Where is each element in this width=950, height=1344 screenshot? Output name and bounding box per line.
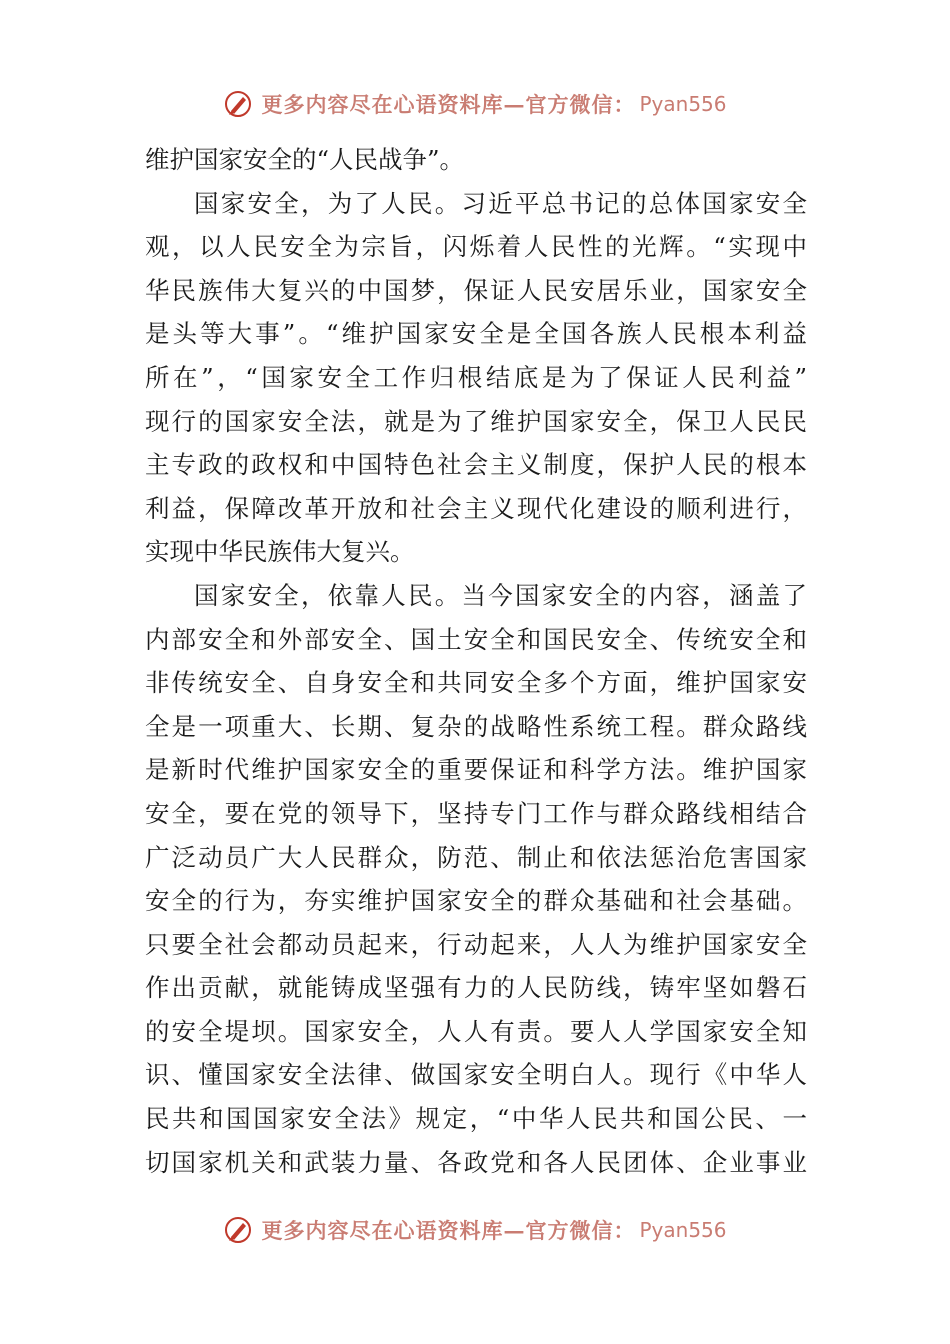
text-line: 作出贡献，就能铸成坚强有力的人民防线，铸牢坚如磐石 xyxy=(145,973,807,1003)
text-line: 利益，保障改革开放和社会主义现代化建设的顺利进行， xyxy=(145,493,807,523)
paragraph-start-line: 国家安全，为了人民。习近平总书记的总体国家安全 xyxy=(194,188,807,218)
document-body xyxy=(145,138,807,1184)
text-line: 只要全社会都动员起来，行动起来，人人为维护国家安全 xyxy=(145,929,807,959)
text-line: 观，以人民安全为宗旨，闪烁着人民性的光辉。“实现中 xyxy=(145,232,807,262)
wechat-id: Pyan556 xyxy=(639,1218,727,1242)
text-line: 内部安全和外部安全、国土安全和国民安全、传统安全和 xyxy=(145,624,807,654)
text-line: 所在”，“国家安全工作归根结底是为了保证人民利益” xyxy=(145,362,807,392)
wechat-id: Pyan556 xyxy=(639,92,727,116)
header-banner xyxy=(0,82,950,126)
text-line: 非传统安全、自身安全和共同安全多个方面，维护国家安 xyxy=(145,668,807,698)
paragraph-start-line: 国家安全，依靠人民。当今国家安全的内容，涵盖了 xyxy=(194,580,807,610)
text-line: 全是一项重大、长期、复杂的战略性系统工程。群众路线 xyxy=(145,711,807,741)
text-line: 广泛动员广大人民群众，防范、制止和依法惩治危害国家 xyxy=(145,842,807,872)
pen-logo-icon xyxy=(223,89,253,119)
text-line: 现行的国家安全法，就是为了维护国家安全，保卫人民民 xyxy=(145,406,807,436)
text-line: 民共和国国家安全法》规定，“中华人民共和国公民、一 xyxy=(145,1104,807,1134)
banner-text: 更多内容尽在心语资料库—官方微信： xyxy=(261,92,636,117)
text-line: 是新时代维护国家安全的重要保证和科学方法。维护国家 xyxy=(145,755,807,785)
text-line: 安全的行为，夯实维护国家安全的群众基础和社会基础。 xyxy=(145,886,807,916)
text-line: 维护国家安全的“人民战争”。 xyxy=(145,145,465,174)
footer-banner xyxy=(0,1208,950,1252)
text-line: 安全，要在党的领导下，坚持专门工作与群众路线相结合 xyxy=(145,798,807,828)
text-line: 切国家机关和武装力量、各政党和各人民团体、企业事业 xyxy=(145,1147,807,1177)
text-line: 华民族伟大复兴的中国梦，保证人民安居乐业，国家安全 xyxy=(145,275,807,305)
text-line: 的安全堤坝。国家安全，人人有责。要人人学国家安全知 xyxy=(145,1016,807,1046)
pen-logo-icon xyxy=(223,1215,253,1245)
text-line: 识、懂国家安全法律、做国家安全明白人。现行《中华人 xyxy=(145,1060,807,1090)
text-line: 是头等大事”。“维护国家安全是全国各族人民根本利益 xyxy=(145,319,807,349)
text-line: 实现中华民族伟大复兴。 xyxy=(145,537,415,567)
banner-text: 更多内容尽在心语资料库—官方微信： xyxy=(261,1218,636,1243)
text-line: 主专政的政权和中国特色社会主义制度，保护人民的根本 xyxy=(145,450,807,480)
